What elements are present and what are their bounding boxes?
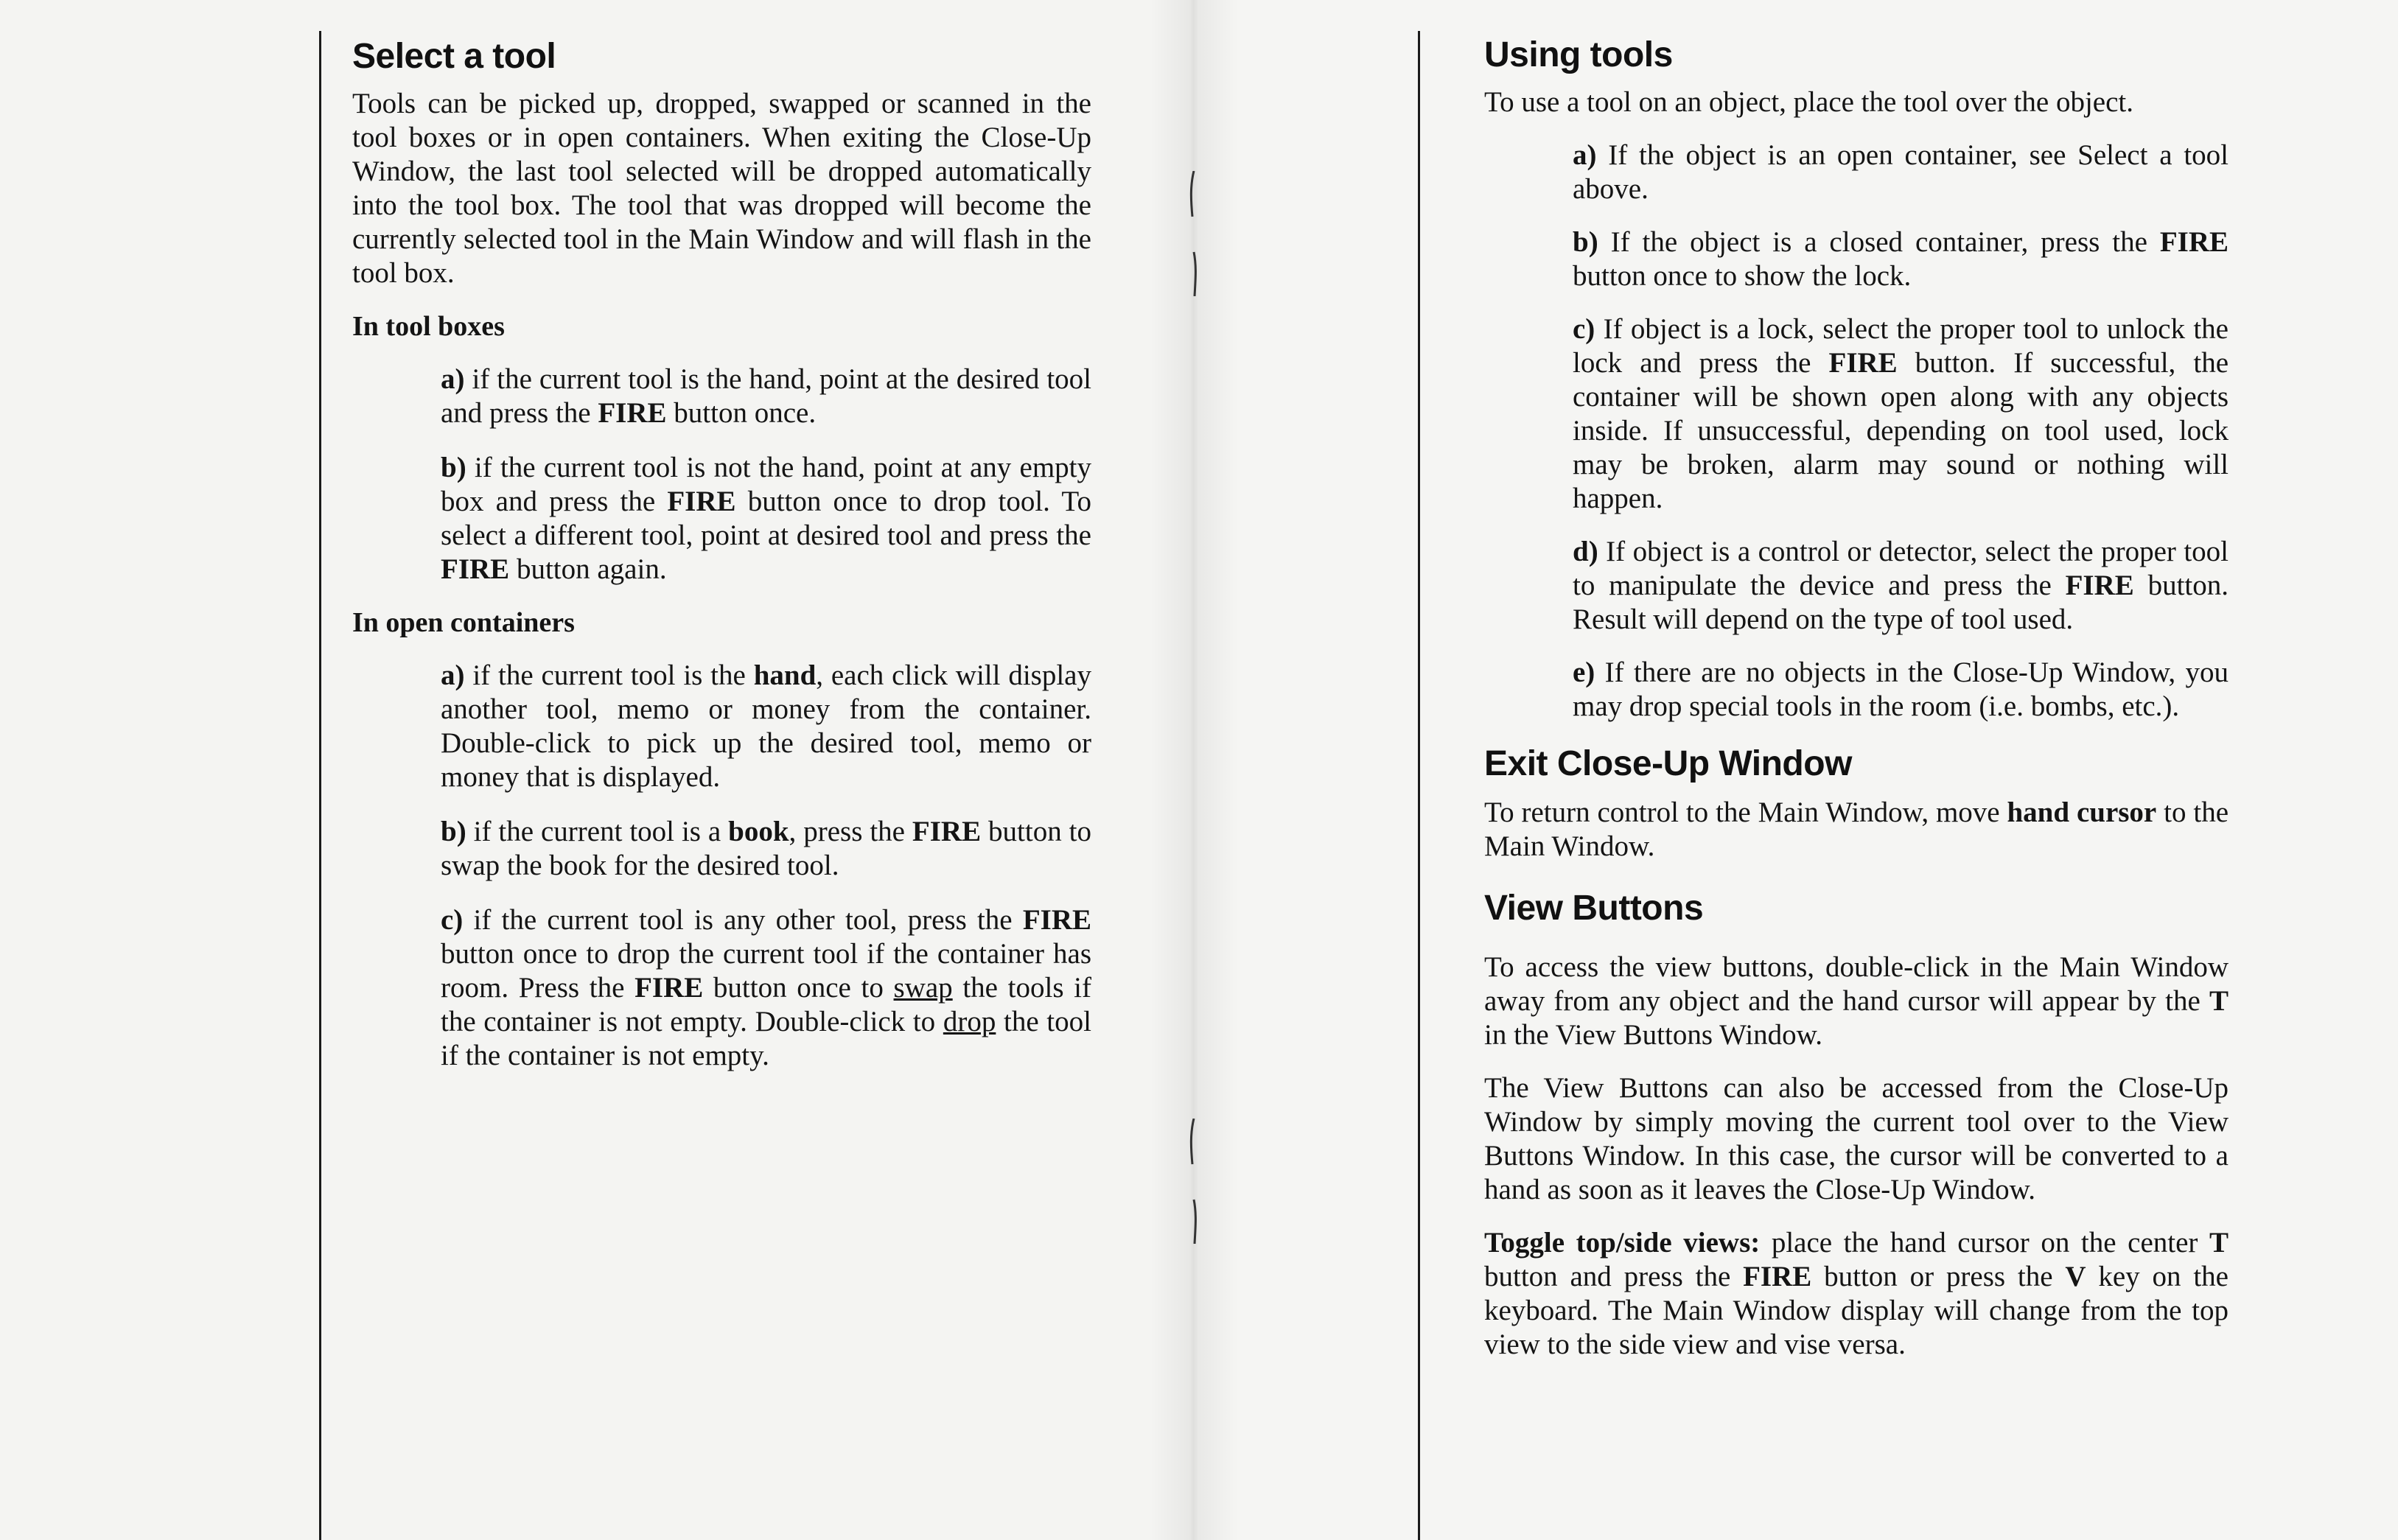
tool-boxes-item-a: a) if the current tool is the hand, point at the desired tool and press the FIRE button once.	[441, 363, 1091, 429]
open-containers-item-a: a) if the current tool is the hand, each click will display another tool, memo or money from the container. Double-click to pick up the desired tool, memo or money that is displayed.	[441, 659, 1091, 793]
view-buttons-para-1: To access the view buttons, double-click in the Main Window away from any object and the hand cursor will appear by the T in the View Buttons Window.	[1484, 951, 2229, 1051]
tool-boxes-heading: In tool boxes	[352, 311, 505, 342]
right-margin-rule	[1418, 31, 1420, 1540]
view-buttons-heading: View Buttons	[1484, 889, 1704, 928]
open-containers-item-b: b) if the current tool is a book, press the FIRE button to swap the book for the desired tool.	[441, 816, 1091, 881]
using-tools-heading: Using tools	[1484, 35, 1673, 74]
left-column	[352, 29, 1091, 1073]
view-buttons-para-2: The View Buttons can also be accessed from the Close-Up Window by simply moving the current tool over to the View Buttons Window. In this case, the cursor will be converted to a hand as soon as it leaves the Close-Up Window.	[1484, 1072, 2229, 1205]
select-tool-intro: Tools can be picked up, dropped, swapped or scanned in the tool boxes or in open containers. When exiting the Close-Up Window, the last tool selected will be dropped automatically into the tool box. The tool that was dropped will become the currently selected tool in the Main Window and will flash in the tool box.	[352, 88, 1091, 289]
staple-bottom-icon	[1188, 1119, 1200, 1244]
staple-top-icon	[1188, 171, 1200, 296]
toggle-views-text: Toggle top/side views: place the hand cursor on the center T button and press the FIRE button or press the V key on the keyboard. The Main Window display will change from the top view to the side view and vise versa.	[1484, 1227, 2229, 1360]
open-containers-heading: In open containers	[352, 607, 575, 638]
exit-close-up-text: To return control to the Main Window, move hand cursor to the Main Window.	[1484, 797, 2229, 862]
using-tools-item-a: a) If the object is an open container, see Select a tool above.	[1573, 139, 2229, 205]
left-margin-rule	[319, 31, 321, 1540]
exit-close-up-heading: Exit Close-Up Window	[1484, 744, 1852, 783]
tool-boxes-item-b: b) if the current tool is not the hand, point at any empty box and press the FIRE button once to drop tool. To select a different tool, point at desired tool and press the FIRE button again.	[441, 452, 1092, 585]
using-tools-item-c: c) If object is a lock, select the proper tool to unlock the lock and press the FIRE button. If successful, the container will be shown open along with any objects inside. If unsuccessful, depending on tool used, lock may be broken, alarm may sound or nothing will happen.	[1573, 313, 2229, 514]
open-containers-item-c: c) if the current tool is any other tool, press the FIRE button once to drop the current tool if the container has room. Press the FIRE button once to swap the tools if the container is not empty. Double-click to drop the tool if the container is not empty.	[441, 904, 1091, 1071]
using-tools-item-e: e) If there are no objects in the Close-Up Window, you may drop special tools in the room (i.e. bombs, etc.).	[1573, 657, 2229, 722]
using-tools-item-b: b) If the object is a closed container, press the FIRE button once to show the lock.	[1573, 226, 2229, 292]
select-tool-heading: Select a tool	[352, 37, 556, 76]
right-column	[1484, 28, 2229, 1362]
using-tools-item-d: d) If object is a control or detector, select the proper tool to manipulate the device and press the FIRE button. Result will depend on the type of tool used.	[1573, 536, 2229, 635]
using-tools-intro: To use a tool on an object, place the tool over the object.	[1484, 86, 2133, 118]
